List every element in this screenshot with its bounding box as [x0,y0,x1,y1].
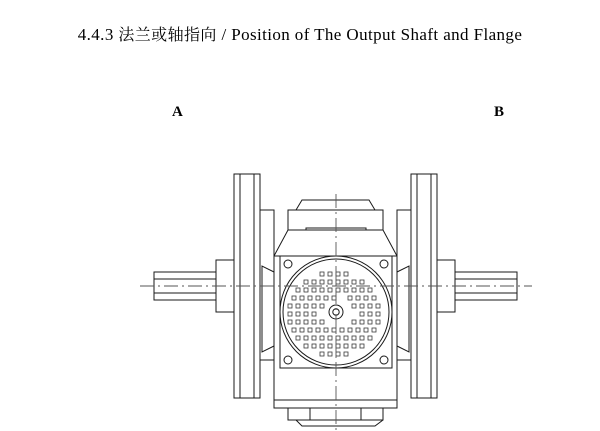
gear-reducer-drawing [0,60,600,431]
section-number: 4.4.3 [77,25,114,44]
section-title-english: Position of The Output Shaft and Flange [231,25,523,44]
page-title [0,22,600,45]
label-a: A [172,104,183,120]
section-title-chinese: 法兰或轴指向 [118,25,217,44]
label-b: B [494,104,505,120]
section-title-separator: / [221,25,227,44]
gearbox-housing [274,200,397,426]
